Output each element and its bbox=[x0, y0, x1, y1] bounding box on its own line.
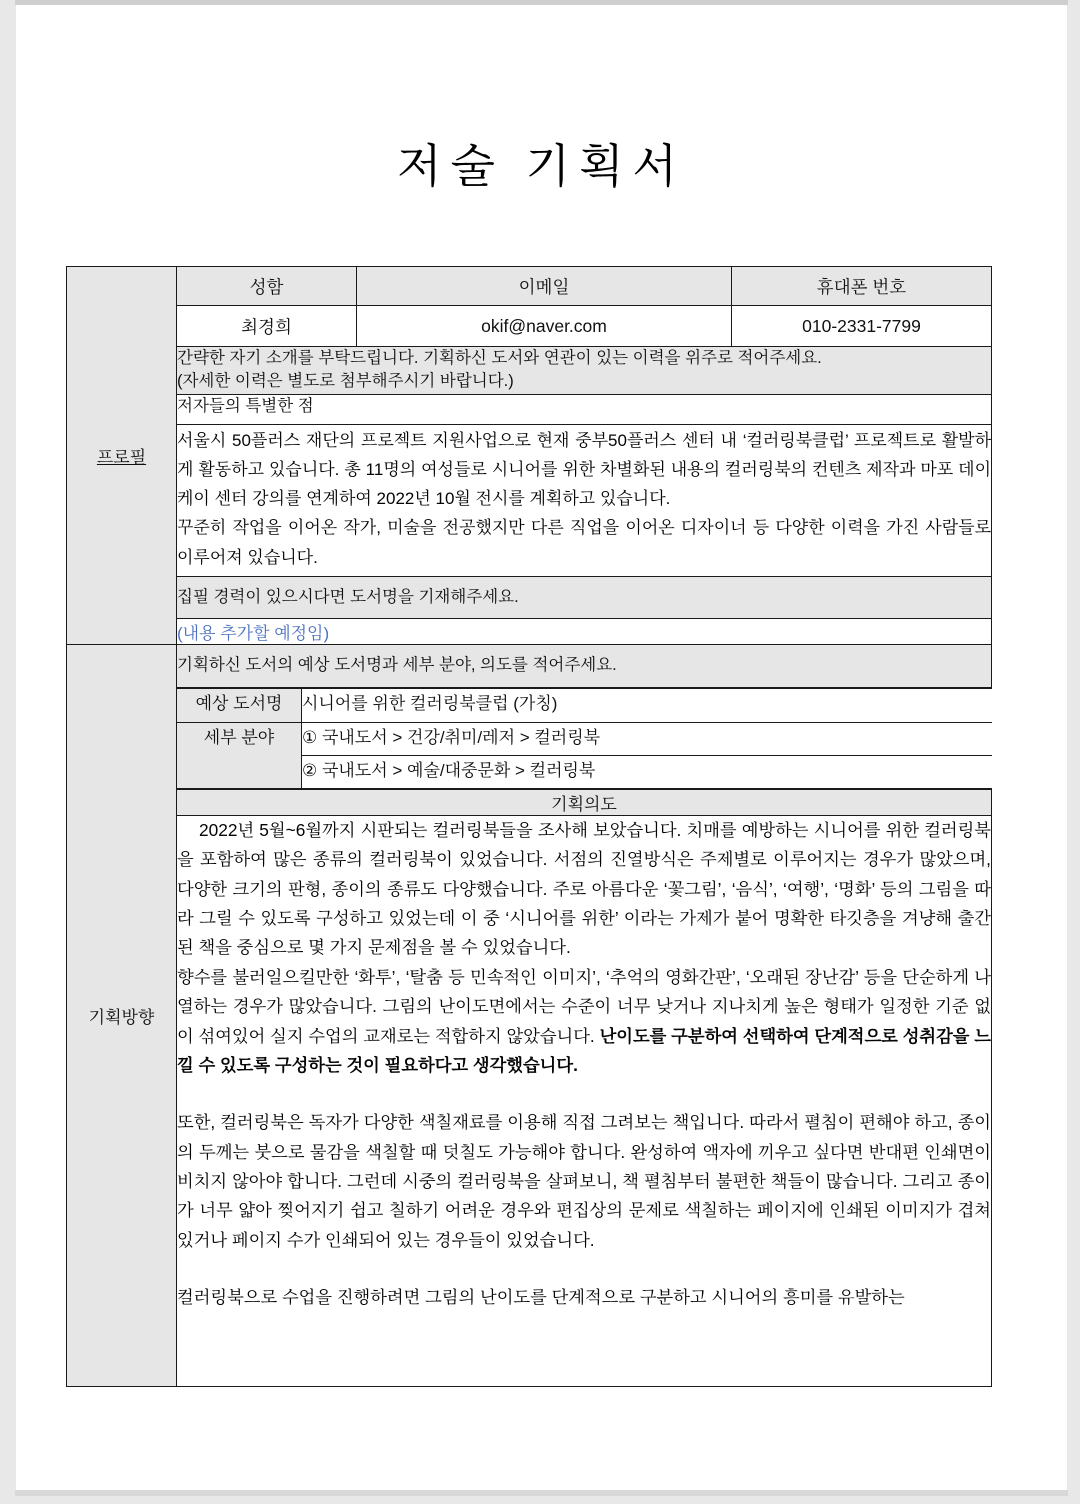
table-row-career-value bbox=[67, 619, 992, 645]
profile-body-cell bbox=[177, 424, 992, 576]
profile-instruction-cell bbox=[177, 347, 992, 395]
intent-body-cell bbox=[177, 815, 992, 1386]
subtable-row-category-1 bbox=[177, 722, 992, 755]
table-row-profile-heading bbox=[67, 394, 992, 424]
document-page bbox=[16, 5, 1067, 1490]
label-category: 세부 분야 bbox=[177, 722, 302, 788]
section-label-profile bbox=[67, 267, 177, 645]
proposal-table bbox=[66, 266, 992, 1387]
intent-paragraph-1: 2022년 5월~6월까지 시판되는 컬러링북들을 조사해 보았습니다. 치매를 예방하는 시니어를 위한 컬러링북을 포함하여 많은 종류의 컬러링북이 있었습니다. 서점의 진열방식은 주제별로 이루어지는 경우가 많았으며, 다양한 크기의 판형, 종이의 종류도 다양했습니다. 주로 아름다운 ‘꽃그림’, ‘음식’, ‘여행’, ‘명화’ 등의 그림을 따라 그릴 수 있도록 구성하고 있었는데 이 중 ‘시니어를 위한’ 이라는 가제가 붙어 명확한 타깃층을 겨냥해 출간된 책을 중심으로 몇 가지 문제점을 볼 수 있었습니다. bbox=[177, 819, 991, 958]
plan-instruction-cell: 기획하신 도서의 예상 도서명과 세부 분야, 의도를 적어주세요. bbox=[177, 645, 992, 687]
table-row-profile-body bbox=[67, 424, 992, 576]
intent-paragraph-4: 컬러링북으로 수업을 진행하려면 그림의 난이도를 단계적으로 구분하고 시니어의 흥미를 유발하는 bbox=[177, 1287, 905, 1308]
career-value-cell[interactable]: (내용 추가할 예정임) bbox=[177, 619, 992, 645]
column-header-name: 성함 bbox=[177, 267, 357, 306]
intent-spacer-1 bbox=[177, 1080, 991, 1108]
profile-instruction-line2: (자세한 이력은 별도로 첨부해주시기 바랍니다.) bbox=[177, 372, 514, 391]
value-category-2: ② 국내도서 > 예술/대중문화 > 컬러링북 bbox=[302, 755, 992, 788]
page-title: 저술 기획서 bbox=[397, 140, 686, 192]
profile-paragraph-1: 서울시 50플러스 재단의 프로젝트 지원사업으로 현재 중부50플러스 센터 내 ‘컬러링북클럽’ 프로젝트로 활발하게 활동하고 있습니다. 총 11명의 여성들로 시니어를 위한 차별화된 내용의 컬러링북의 컨텐츠 제작과 마포 데이케이 센터 강의를 연계하여 2022년 10월 전시를 계획하고 있습니다. bbox=[177, 430, 991, 509]
profile-instruction-line1: 간략한 자기 소개를 부탁드립니다. 기획하신 도서와 연관이 있는 이력을 위주로 적어주세요. bbox=[177, 349, 822, 367]
table-row-contact-values bbox=[67, 306, 992, 347]
intent-paragraph-2-normal: 향수를 불러일으킬만한 ‘화투’, ‘탈춤 등 민속적인 이미지’, ‘추억의 영화간판’, ‘오래된 장난감’ 등을 단순하게 나열하는 경우가 많았습니다. 그림의 난이도면에서는 수준이 너무 낮거나 지나치게 높은 형태가 일정한 기준 없이 섞여있어 실지 수업의 교재로는 적합하지 않았습니다. bbox=[177, 966, 991, 1046]
value-email: okif@naver.com bbox=[357, 306, 732, 347]
intent-paragraph-2-bold: 난이도를 구분하여 선택하여 단계적으로 성취감을 느낄 수 있도록 구성하는 것이 필요하다고 생각했습니다. bbox=[177, 1025, 991, 1075]
value-name: 최경희 bbox=[177, 306, 357, 347]
label-expected-title: 예상 도서명 bbox=[177, 688, 302, 722]
profile-highlight-heading: 저자들의 특별한 점 bbox=[177, 394, 992, 424]
table-row-career-instruction bbox=[67, 576, 992, 618]
value-phone: 010-2331-7799 bbox=[732, 306, 992, 347]
column-header-phone: 휴대폰 번호 bbox=[732, 267, 992, 306]
table-row-intent-band bbox=[67, 789, 992, 815]
section-label-plan bbox=[67, 645, 177, 1386]
table-row-intent-body bbox=[67, 815, 992, 1386]
intent-band-label: 기획의도 bbox=[177, 789, 992, 815]
column-header-email: 이메일 bbox=[357, 267, 732, 306]
plan-subtable-wrapper bbox=[177, 687, 992, 789]
career-instruction-cell: 집필 경력이 있으시다면 도서명을 기재해주세요. bbox=[177, 576, 992, 618]
plan-detail-table bbox=[177, 688, 992, 789]
value-category-1: ① 국내도서 > 건강/취미/레저 > 컬러링북 bbox=[302, 722, 992, 755]
value-expected-title: 시니어를 위한 컬러링북클럽 (가칭) bbox=[302, 688, 992, 722]
subtable-row-expected-title bbox=[177, 688, 992, 722]
intent-paragraph-2 bbox=[177, 963, 991, 1081]
table-row-profile-instruction bbox=[67, 347, 992, 395]
section-label-profile-text: 프로필 bbox=[96, 448, 147, 468]
table-row-plan-subtable bbox=[67, 687, 992, 789]
profile-paragraph-2: 꾸준히 작업을 이어온 작가, 미술을 전공했지만 다른 직업을 이어온 디자이너 등 다양한 이력을 가진 사람들로 이루어져 있습니다. bbox=[177, 518, 991, 567]
page-bottom-edge bbox=[15, 1490, 1068, 1496]
table-row-contact-headers bbox=[67, 267, 992, 306]
table-row-plan-instruction bbox=[67, 645, 992, 687]
section-label-plan-text: 기획방향 bbox=[88, 1008, 155, 1028]
intent-spacer-2 bbox=[177, 1255, 991, 1283]
intent-paragraph-3: 또한, 컬러링북은 독자가 다양한 색칠재료를 이용해 직접 그려보는 책입니다. 따라서 펼침이 편해야 하고, 종이의 두께는 붓으로 물감을 색칠할 때 덧칠도 가능해야 합니다. 완성하여 액자에 끼우고 싶다면 반대편 인쇄면이 비치지 않아야 합니다. 그런데 시중의 컬러링북을 살펴보니, 책 펼침부터 불편한 책들이 많습니다. 그리고 종이가 너무 얇아 찢어지기 쉽고 칠하기 어려운 경우와 편집상의 문제로 색칠하는 페이지에 인쇄된 이미지가 겹쳐 있거나 페이지 수가 인쇄되어 있는 경우들이 있었습니다. bbox=[177, 1112, 991, 1250]
